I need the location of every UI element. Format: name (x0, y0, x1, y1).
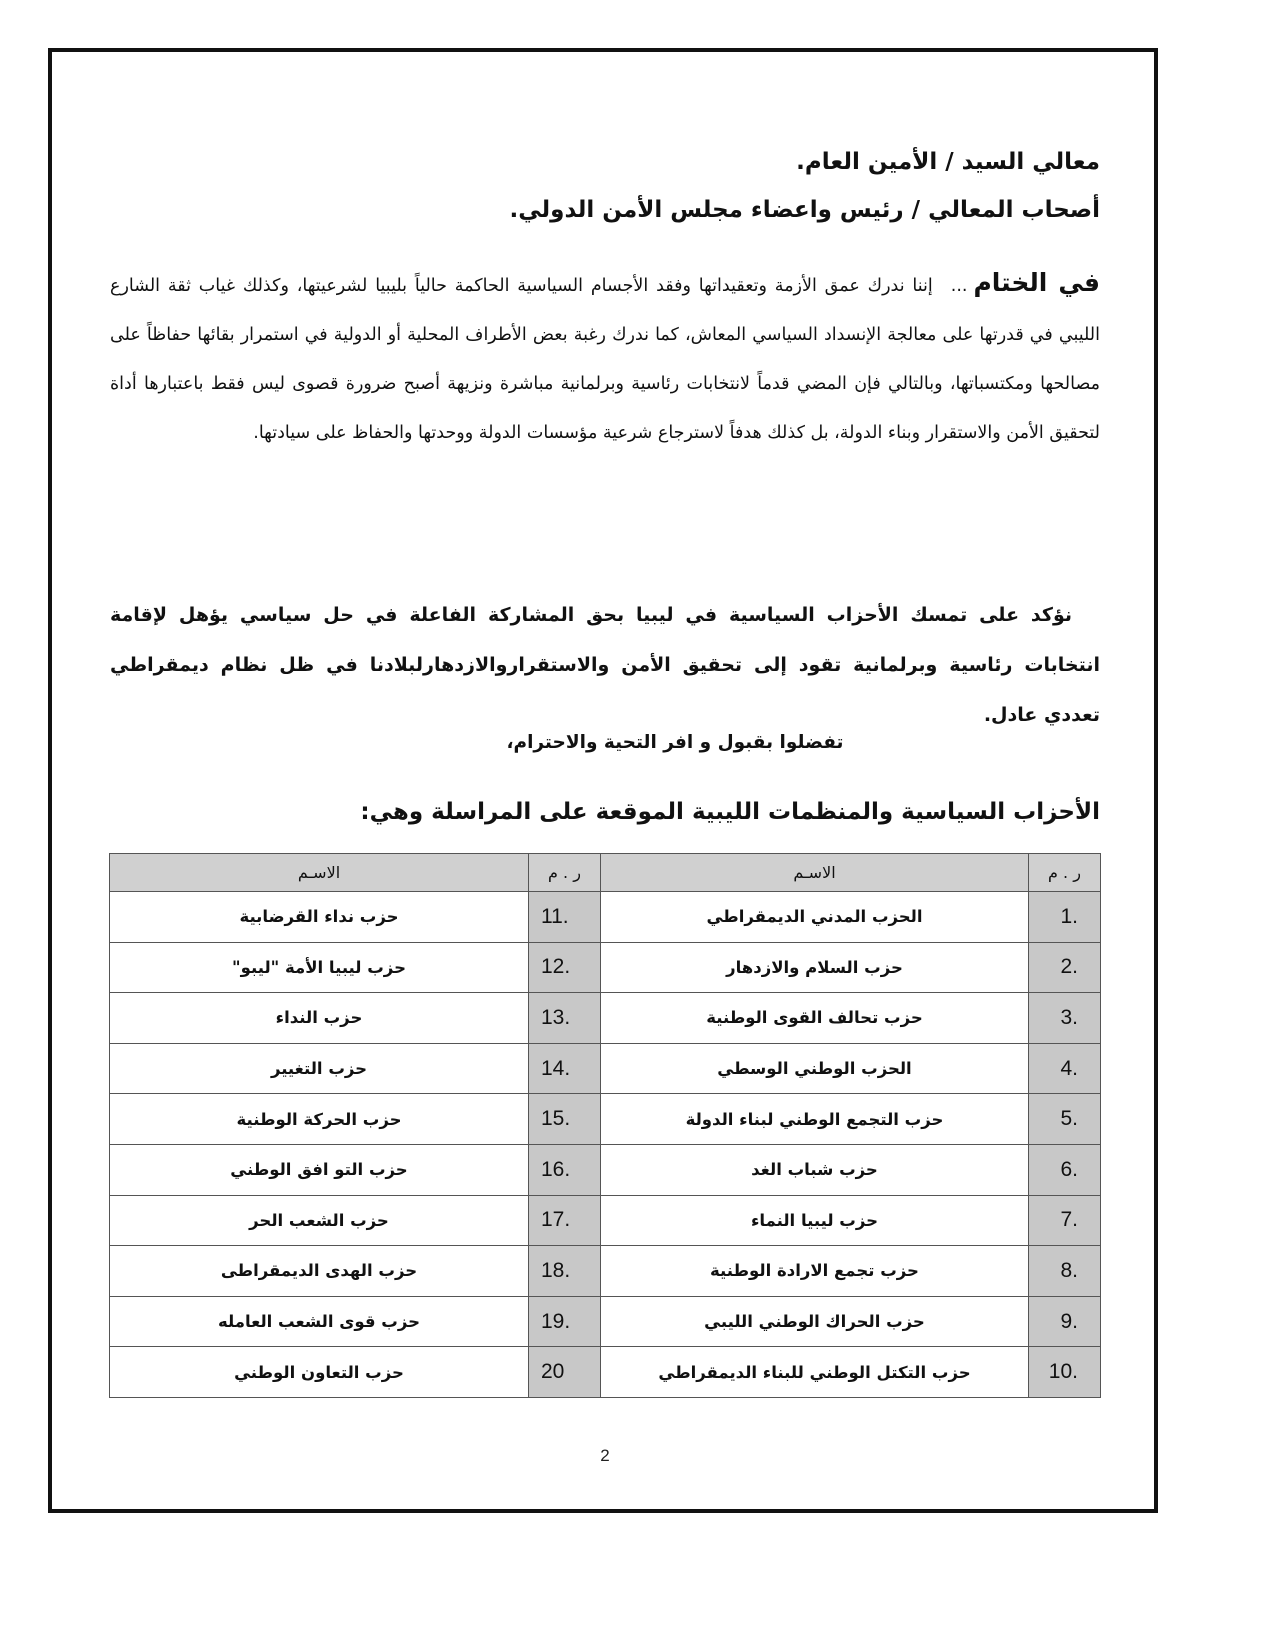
party-name: حزب التغيير (110, 1043, 529, 1094)
row-number: 1. (1029, 892, 1101, 943)
party-name: حزب السلام والازدهار (601, 942, 1029, 993)
party-name: حزب نداء القرضابية (110, 892, 529, 943)
salutation-block (110, 138, 1100, 234)
row-number: 20 (529, 1347, 601, 1398)
party-name: حزب النداء (110, 993, 529, 1044)
party-name: حزب الهدى الديمقراطى (110, 1246, 529, 1297)
table-row (110, 1144, 1101, 1195)
party-name: الحزب الوطني الوسطي (601, 1043, 1029, 1094)
table-row (110, 1296, 1101, 1347)
party-name: حزب ليبيا الأمة "ليبو" (110, 942, 529, 993)
table-row (110, 1246, 1101, 1297)
party-name: حزب التكتل الوطني للبناء الديمقراطي (601, 1347, 1029, 1398)
table-row (110, 942, 1101, 993)
row-number: 7. (1029, 1195, 1101, 1246)
party-name: حزب الشعب الحر (110, 1195, 529, 1246)
affirmation-paragraph: نؤكد على تمسك الأحزاب السياسية في ليبيا بحق المشاركة الفاعلة في حل سياسي يؤهل لإقامة انتخابات رئاسية وبرلمانية تقود إلى تحقيق الأمن والاستقراروالازدهارلبلادنا في ظل نظام ديمقراطي تعددي عادل. (110, 604, 1100, 726)
party-name: حزب الحركة الوطنية (110, 1094, 529, 1145)
row-number: 4. (1029, 1043, 1101, 1094)
table-row (110, 1043, 1101, 1094)
party-name: حزب تحالف القوى الوطنية (601, 993, 1029, 1044)
header-name-right: الاسـم (601, 854, 1029, 892)
row-number: 19. (529, 1296, 601, 1347)
header-name-left: الاسـم (110, 854, 529, 892)
table-row (110, 892, 1101, 943)
page-number: 2 (600, 1446, 610, 1465)
row-number: 8. (1029, 1246, 1101, 1297)
row-number: 2. (1029, 942, 1101, 993)
row-number: 6. (1029, 1144, 1101, 1195)
table-header-row (110, 854, 1101, 892)
row-number: 15. (529, 1094, 601, 1145)
table-row (110, 1195, 1101, 1246)
conclusion-ellipsis: ... (950, 276, 968, 296)
row-number: 13. (529, 993, 601, 1044)
row-number: 17. (529, 1195, 601, 1246)
signatories-table (109, 853, 1101, 1398)
closing-text: تفضلوا بقبول و افر التحية والاحترام، (506, 732, 844, 753)
row-number: 14. (529, 1043, 601, 1094)
row-number: 18. (529, 1246, 601, 1297)
row-number: 3. (1029, 993, 1101, 1044)
conclusion-lead: في الختام (973, 268, 1100, 297)
party-name: حزب قوى الشعب العامله (110, 1296, 529, 1347)
row-number: 5. (1029, 1094, 1101, 1145)
row-number: 16. (529, 1144, 601, 1195)
row-number: 12. (529, 942, 601, 993)
conclusion-paragraph (110, 258, 1100, 458)
party-name: حزب ليبيا النماء (601, 1195, 1029, 1246)
table-row (110, 993, 1101, 1044)
conclusion-text: إننا ندرك عمق الأزمة وتعقيداتها وفقد الأجسام السياسية الحاكمة حالياً بليبيا لشرعيتها، وكذلك غياب ثقة الشارع الليبي في قدرتها على معالجة الإنسداد السياسي المعاش، كما ندرك رغبة بعض الأطراف المحلية أو الدولية في استمرار بقائها حفاظاً على مصالحها ومكتسباتها، وبالتالي فإن المضي قدماً لانتخابات رئاسية وبرلمانية مباشرة ونزيهة أصبح ضرورة قصوى ليس فقط باعتبارها أداة لتحقيق الأمن والاستقرار وبناء الدولة، بل كذلك هدفاً لاسترجاع شرعية مؤسسات الدولة ووحدتها والحفاظ على سيادتها. (110, 276, 1100, 443)
header-number-right: ر . م (1029, 854, 1101, 892)
row-number: 10. (1029, 1347, 1101, 1398)
party-name: حزب التعاون الوطني (110, 1347, 529, 1398)
signatories-heading: الأحزاب السياسية والمنظمات الليبية الموقعة على المراسلة وهي: (360, 799, 1100, 825)
party-name: حزب التو افق الوطني (110, 1144, 529, 1195)
closing-line (110, 725, 1100, 761)
row-number: 9. (1029, 1296, 1101, 1347)
salutation-secretary-general: معالي السيد / الأمين العام. (796, 149, 1100, 175)
party-name: حزب تجمع الارادة الوطنية (601, 1246, 1029, 1297)
party-name: حزب شباب الغد (601, 1144, 1029, 1195)
table-row (110, 1347, 1101, 1398)
party-name: حزب الحراك الوطني الليبي (601, 1296, 1029, 1347)
party-name: الحزب المدني الديمقراطي (601, 892, 1029, 943)
salutation-security-council: أصحاب المعالي / رئيس واعضاء مجلس الأمن الدولي. (509, 197, 1100, 223)
party-name: حزب التجمع الوطني لبناء الدولة (601, 1094, 1029, 1145)
table-row (110, 1094, 1101, 1145)
header-number-left: ر . م (529, 854, 601, 892)
row-number: 11. (529, 892, 601, 943)
